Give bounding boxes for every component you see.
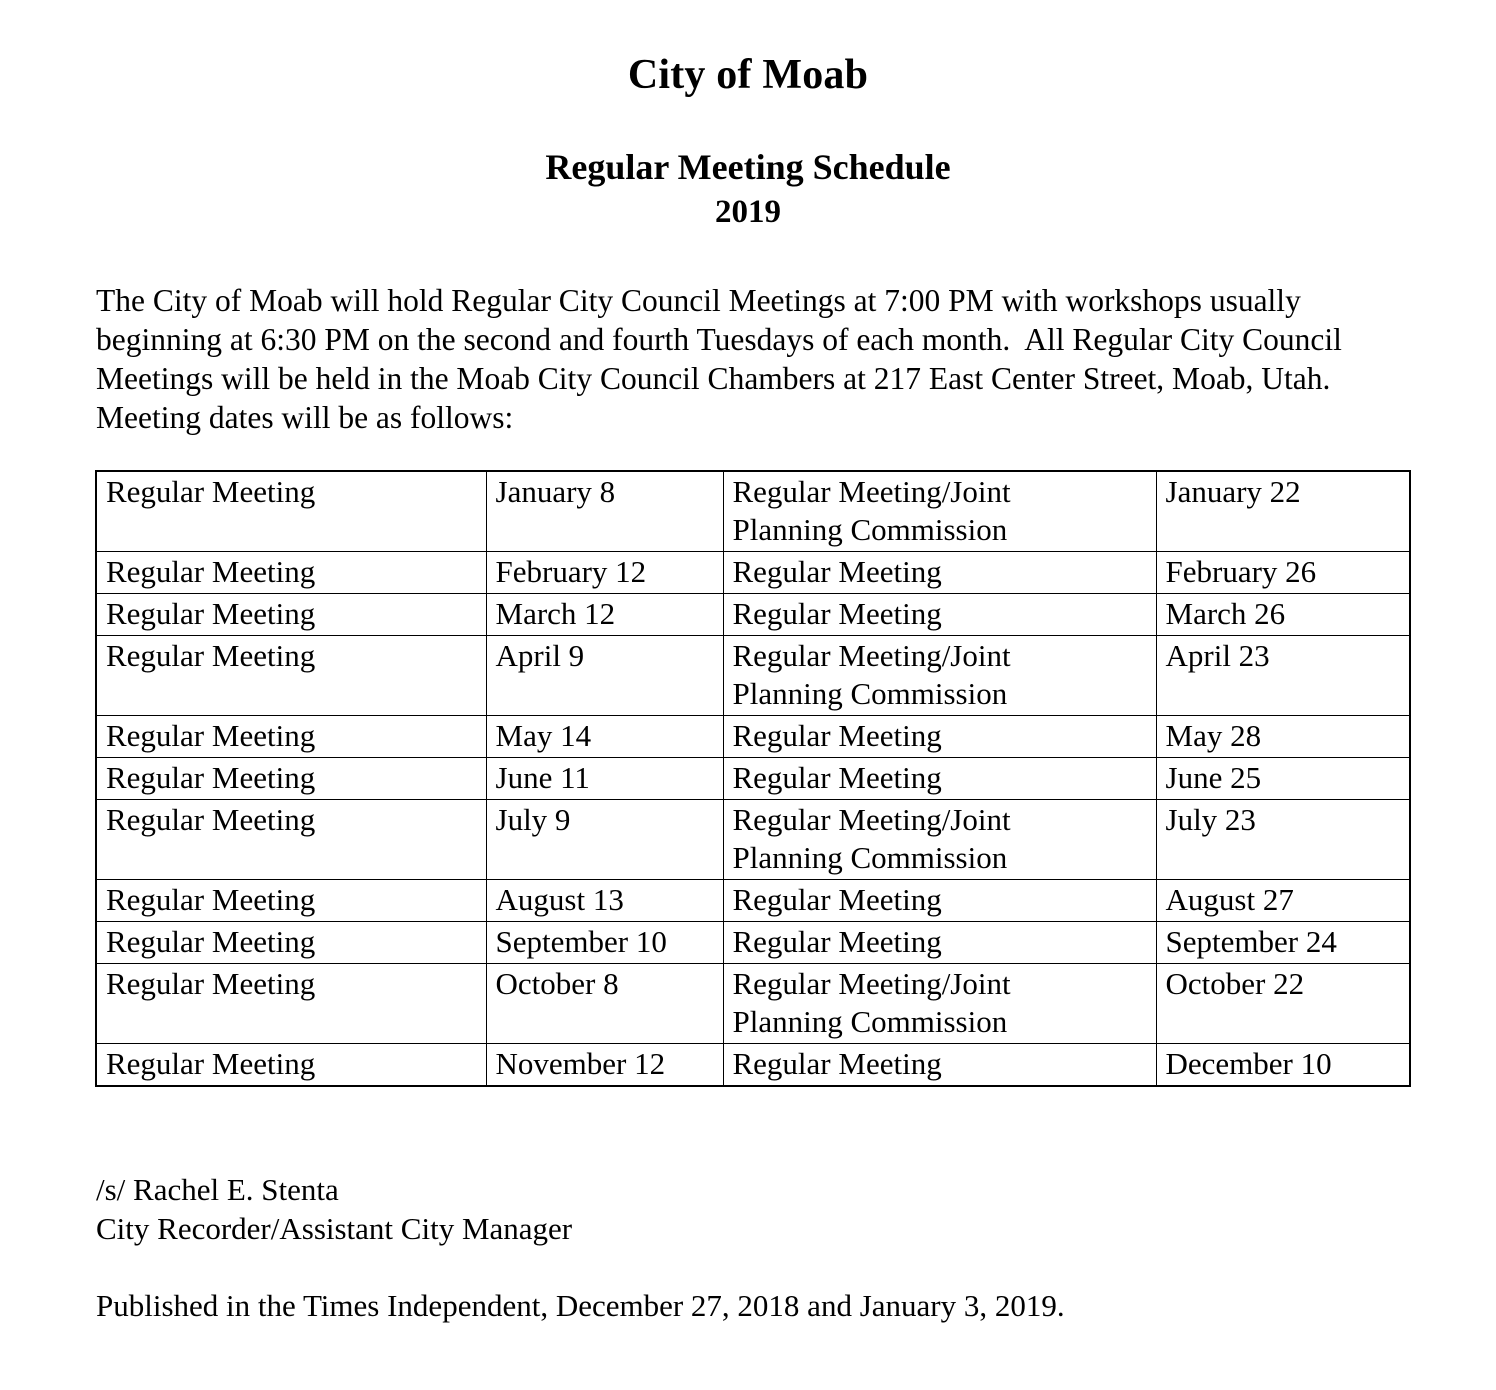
intro-paragraph: The City of Moab will hold Regular City Council Meetings at 7:00 PM with workshops usually beginning at 6:30 PM on the second and fourth Tuesdays of each month. All Regular City Council Meetings will be held in the Moab City Council Chambers at 217 East Center Street, Moab, Utah. Meeting dates will be as follows: (96, 283, 1350, 435)
table-row (96, 552, 1410, 594)
cell-right-meeting-date: September 24 (1156, 922, 1410, 964)
cell-right-meeting-type-line1: Regular Meeting/Joint (732, 802, 1011, 837)
cell-left-meeting-date: March 12 (486, 594, 723, 636)
cell-right-meeting-type (723, 880, 1156, 922)
cell-right-meeting-type-line1: Regular Meeting (732, 596, 942, 631)
table-row (96, 922, 1410, 964)
schedule-table-container (95, 470, 1409, 1087)
signer-name: /s/ Rachel E. Stenta (96, 1172, 339, 1207)
page-title: City of Moab (627, 52, 869, 98)
cell-right-meeting-type (723, 552, 1156, 594)
cell-left-meeting-date: November 12 (486, 1044, 723, 1087)
publication-notice: Published in the Times Independent, December 27, 2018 and January 3, 2019. (96, 1288, 1065, 1323)
cell-right-meeting-date: October 22 (1156, 964, 1410, 1044)
cell-right-meeting-type-line2: Planning Commission (732, 676, 1008, 711)
cell-right-meeting-type-line1: Regular Meeting (732, 924, 942, 959)
cell-right-meeting-type-line1: Regular Meeting/Joint (732, 638, 1011, 673)
cell-right-meeting-date: July 23 (1156, 800, 1410, 880)
cell-right-meeting-type (723, 594, 1156, 636)
meeting-schedule-table (95, 470, 1411, 1087)
cell-left-meeting-type: Regular Meeting (96, 964, 486, 1044)
cell-right-meeting-date: December 10 (1156, 1044, 1410, 1087)
cell-right-meeting-type-line2: Planning Commission (732, 1004, 1008, 1039)
cell-right-meeting-type (723, 922, 1156, 964)
signer-title: City Recorder/Assistant City Manager (96, 1211, 573, 1246)
cell-right-meeting-type-line1: Regular Meeting/Joint (732, 474, 1011, 509)
cell-left-meeting-type: Regular Meeting (96, 1044, 486, 1087)
signature-block (96, 1170, 572, 1248)
subtitle-text: Regular Meeting Schedule (545, 147, 951, 187)
cell-left-meeting-type: Regular Meeting (96, 758, 486, 800)
cell-right-meeting-date: May 28 (1156, 716, 1410, 758)
cell-right-meeting-type-line2: Planning Commission (732, 840, 1008, 875)
cell-right-meeting-type (723, 964, 1156, 1044)
cell-right-meeting-date: January 22 (1156, 471, 1410, 552)
table-row (96, 594, 1410, 636)
cell-right-meeting-type (723, 800, 1156, 880)
document-subtitle (0, 146, 1496, 232)
cell-left-meeting-type: Regular Meeting (96, 922, 486, 964)
table-row (96, 758, 1410, 800)
schedule-year: 2019 (715, 193, 781, 230)
cell-right-meeting-type-line2: Planning Commission (732, 512, 1008, 547)
table-row (96, 471, 1410, 552)
cell-left-meeting-date: January 8 (486, 471, 723, 552)
table-row (96, 800, 1410, 880)
cell-left-meeting-date: June 11 (486, 758, 723, 800)
cell-left-meeting-date: May 14 (486, 716, 723, 758)
cell-left-meeting-type: Regular Meeting (96, 636, 486, 716)
cell-right-meeting-type-line1: Regular Meeting/Joint (732, 966, 1011, 1001)
cell-left-meeting-date: October 8 (486, 964, 723, 1044)
cell-right-meeting-type (723, 716, 1156, 758)
table-row (96, 964, 1410, 1044)
cell-left-meeting-type: Regular Meeting (96, 800, 486, 880)
schedule-table-body (96, 471, 1410, 1086)
cell-left-meeting-date: August 13 (486, 880, 723, 922)
cell-left-meeting-type: Regular Meeting (96, 552, 486, 594)
cell-right-meeting-type-line1: Regular Meeting (732, 760, 942, 795)
cell-right-meeting-type-line1: Regular Meeting (732, 554, 942, 589)
cell-right-meeting-type (723, 636, 1156, 716)
cell-right-meeting-date: August 27 (1156, 880, 1410, 922)
cell-left-meeting-date: July 9 (486, 800, 723, 880)
cell-left-meeting-date: February 12 (486, 552, 723, 594)
cell-left-meeting-type: Regular Meeting (96, 880, 486, 922)
table-row (96, 716, 1410, 758)
cell-right-meeting-date: February 26 (1156, 552, 1410, 594)
table-row (96, 880, 1410, 922)
cell-right-meeting-date: April 23 (1156, 636, 1410, 716)
cell-right-meeting-type-line1: Regular Meeting (732, 882, 942, 917)
cell-left-meeting-type: Regular Meeting (96, 471, 486, 552)
table-row (96, 1044, 1410, 1087)
cell-right-meeting-type-line1: Regular Meeting (732, 718, 942, 753)
cell-left-meeting-date: September 10 (486, 922, 723, 964)
cell-right-meeting-date: June 25 (1156, 758, 1410, 800)
cell-right-meeting-type (723, 758, 1156, 800)
cell-right-meeting-date: March 26 (1156, 594, 1410, 636)
cell-left-meeting-type: Regular Meeting (96, 594, 486, 636)
table-row (96, 636, 1410, 716)
cell-right-meeting-type-line1: Regular Meeting (732, 1046, 942, 1081)
cell-right-meeting-type (723, 1044, 1156, 1087)
cell-right-meeting-type (723, 471, 1156, 552)
cell-left-meeting-date: April 9 (486, 636, 723, 716)
cell-left-meeting-type: Regular Meeting (96, 716, 486, 758)
